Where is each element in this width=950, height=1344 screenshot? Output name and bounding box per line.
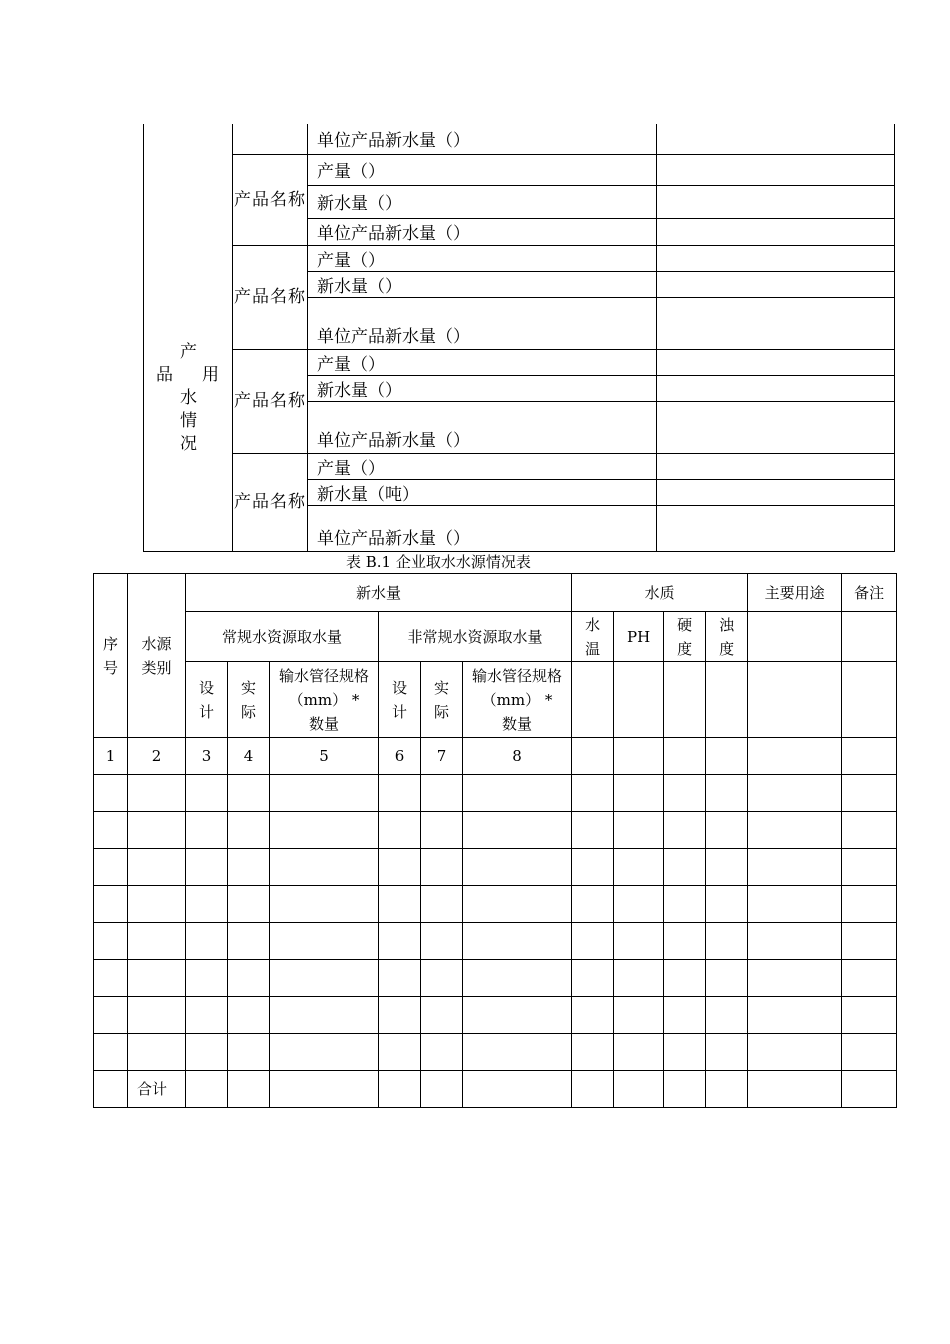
value-cell[interactable] (748, 923, 842, 960)
value-cell[interactable] (664, 775, 706, 812)
value-cell[interactable] (842, 849, 897, 886)
value-cell[interactable] (379, 775, 421, 812)
value-cell[interactable] (379, 812, 421, 849)
value-cell[interactable] (128, 1034, 186, 1071)
value-cell[interactable] (664, 997, 706, 1034)
header-actual: 实际 (421, 662, 463, 738)
value-cell[interactable] (186, 960, 228, 997)
value-cell[interactable] (228, 812, 270, 849)
value-cell[interactable] (706, 849, 748, 886)
row-label-output: 产量（） (308, 453, 657, 479)
value-cell[interactable] (572, 960, 614, 997)
value-cell[interactable] (379, 849, 421, 886)
row-label-output: 产量（） (308, 154, 657, 185)
value-cell[interactable] (664, 960, 706, 997)
side-label-char: 用 (202, 365, 219, 385)
table-row (94, 775, 897, 812)
row-label-unit-new-water: 单位产品新水量（） (308, 124, 657, 154)
value-cell[interactable] (421, 1071, 463, 1108)
value-cell[interactable] (186, 1071, 228, 1108)
value-cell[interactable] (421, 997, 463, 1034)
product-name-label: 产品名称 (233, 349, 308, 453)
value-cell[interactable] (706, 886, 748, 923)
header-pipe-spec: 输水管径规格（mm） * 数量 (463, 662, 572, 738)
value-cell[interactable] (657, 349, 895, 375)
value-cell[interactable] (657, 271, 895, 297)
value-cell[interactable] (421, 812, 463, 849)
value-cell[interactable] (748, 1034, 842, 1071)
value-cell[interactable] (614, 775, 664, 812)
value-cell[interactable] (664, 1034, 706, 1071)
value-cell[interactable] (463, 849, 572, 886)
value-cell[interactable] (748, 775, 842, 812)
value-cell[interactable] (463, 997, 572, 1034)
value-cell[interactable] (421, 775, 463, 812)
value-cell[interactable] (186, 812, 228, 849)
value-cell[interactable] (94, 1071, 128, 1108)
value-cell[interactable] (748, 886, 842, 923)
value-cell[interactable] (128, 812, 186, 849)
value-cell[interactable] (748, 662, 842, 738)
header-design: 设计 (186, 662, 228, 738)
value-cell[interactable] (572, 812, 614, 849)
index-cell: 7 (421, 738, 463, 775)
side-label-char: 产 (180, 342, 197, 362)
value-cell[interactable] (94, 849, 128, 886)
value-cell[interactable] (463, 775, 572, 812)
table-row (94, 1034, 897, 1071)
header-pipe-spec: 输水管径规格（mm） * 数量 (270, 662, 379, 738)
row-label-output: 产量（） (308, 349, 657, 375)
value-cell[interactable] (614, 923, 664, 960)
value-cell[interactable] (228, 960, 270, 997)
value-cell[interactable] (228, 997, 270, 1034)
value-cell[interactable] (748, 738, 842, 775)
value-cell[interactable] (664, 662, 706, 738)
value-cell[interactable] (463, 886, 572, 923)
value-cell[interactable] (664, 812, 706, 849)
index-cell: 6 (379, 738, 421, 775)
value-cell[interactable] (842, 886, 897, 923)
value-cell[interactable] (128, 923, 186, 960)
value-cell[interactable] (748, 1071, 842, 1108)
row-label-unit-new-water: 单位产品新水量（） (308, 297, 657, 349)
header-source-type: 水源类别 (128, 574, 186, 738)
row-label-new-water-ton: 新水量（吨） (308, 479, 657, 505)
value-cell[interactable] (572, 923, 614, 960)
value-cell[interactable] (657, 245, 895, 271)
side-label-char: 水 (180, 388, 197, 408)
row-label-output: 产量（） (308, 245, 657, 271)
value-cell[interactable] (748, 849, 842, 886)
value-cell[interactable] (706, 662, 748, 738)
blank-rows (94, 775, 897, 1071)
index-cell: 5 (270, 738, 379, 775)
header-remarks: 备注 (842, 574, 897, 612)
row-label-unit-new-water: 单位产品新水量（） (308, 505, 657, 551)
value-cell[interactable] (572, 886, 614, 923)
index-cell: 8 (463, 738, 572, 775)
value-cell[interactable] (463, 1034, 572, 1071)
index-cell: 3 (186, 738, 228, 775)
index-cell: 1 (94, 738, 128, 775)
value-cell[interactable] (842, 1071, 897, 1108)
header-main-use: 主要用途 (748, 574, 842, 612)
value-cell[interactable] (614, 1034, 664, 1071)
value-cell[interactable] (421, 960, 463, 997)
value-cell[interactable] (664, 886, 706, 923)
value-cell[interactable] (228, 775, 270, 812)
water-source-table (93, 573, 897, 1108)
header-ph: PH (614, 612, 664, 662)
value-cell[interactable] (463, 812, 572, 849)
value-cell[interactable] (421, 923, 463, 960)
value-cell[interactable] (614, 662, 664, 738)
product-name-label: 产品名称 (233, 245, 308, 349)
value-cell[interactable] (228, 1071, 270, 1108)
value-cell[interactable] (379, 1034, 421, 1071)
product-water-use-side-label (144, 124, 233, 551)
value-cell[interactable] (842, 960, 897, 997)
value-cell[interactable] (270, 997, 379, 1034)
value-cell[interactable] (572, 1071, 614, 1108)
value-cell[interactable] (94, 960, 128, 997)
value-cell[interactable] (94, 997, 128, 1034)
value-cell[interactable] (842, 775, 897, 812)
value-cell[interactable] (842, 1034, 897, 1071)
value-cell[interactable] (186, 997, 228, 1034)
header-new-water: 新水量 (186, 574, 572, 612)
header-water-quality: 水质 (572, 574, 748, 612)
value-cell[interactable] (614, 960, 664, 997)
value-cell[interactable] (748, 960, 842, 997)
value-cell[interactable] (270, 1071, 379, 1108)
value-cell[interactable] (463, 1071, 572, 1108)
value-cell[interactable] (128, 849, 186, 886)
value-cell[interactable] (842, 662, 897, 738)
header-unconventional: 非常规水资源取水量 (379, 612, 572, 662)
header-conventional: 常规水资源取水量 (186, 612, 379, 662)
value-cell[interactable] (379, 997, 421, 1034)
value-cell[interactable] (706, 1034, 748, 1071)
value-cell[interactable] (228, 1034, 270, 1071)
value-cell[interactable] (421, 886, 463, 923)
value-cell[interactable] (228, 886, 270, 923)
value-cell[interactable] (657, 218, 895, 245)
row-label-new-water: 新水量（） (308, 185, 657, 218)
value-cell[interactable] (657, 479, 895, 505)
value-cell[interactable] (572, 997, 614, 1034)
product-name-label: 产品名称 (233, 154, 308, 245)
value-cell[interactable] (657, 401, 895, 453)
header-water-temp: 水温 (572, 612, 614, 662)
value-cell[interactable] (657, 505, 895, 551)
value-cell[interactable] (664, 849, 706, 886)
product-name-cell-empty (233, 124, 308, 154)
value-cell[interactable] (94, 1034, 128, 1071)
value-cell[interactable] (379, 886, 421, 923)
header-turbidity: 浊度 (706, 612, 748, 662)
value-cell[interactable] (842, 612, 897, 662)
value-cell[interactable] (128, 775, 186, 812)
value-cell[interactable] (572, 738, 614, 775)
row-label-new-water: 新水量（） (308, 271, 657, 297)
value-cell[interactable] (572, 775, 614, 812)
table-row (94, 849, 897, 886)
value-cell[interactable] (94, 923, 128, 960)
value-cell[interactable] (706, 997, 748, 1034)
value-cell[interactable] (706, 812, 748, 849)
value-cell[interactable] (664, 923, 706, 960)
value-cell[interactable] (270, 923, 379, 960)
value-cell[interactable] (657, 453, 895, 479)
value-cell[interactable] (128, 997, 186, 1034)
value-cell[interactable] (228, 923, 270, 960)
table-row (94, 960, 897, 997)
value-cell[interactable] (706, 960, 748, 997)
value-cell[interactable] (270, 812, 379, 849)
table-row (94, 923, 897, 960)
value-cell[interactable] (379, 923, 421, 960)
value-cell[interactable] (94, 812, 128, 849)
value-cell[interactable] (572, 849, 614, 886)
value-cell[interactable] (572, 1034, 614, 1071)
value-cell[interactable] (186, 923, 228, 960)
value-cell[interactable] (572, 662, 614, 738)
value-cell[interactable] (270, 849, 379, 886)
value-cell[interactable] (186, 886, 228, 923)
value-cell[interactable] (270, 775, 379, 812)
value-cell[interactable] (614, 738, 664, 775)
value-cell[interactable] (614, 997, 664, 1034)
value-cell[interactable] (748, 612, 842, 662)
row-label-unit-new-water: 单位产品新水量（） (308, 401, 657, 453)
header-hardness: 硬度 (664, 612, 706, 662)
total-row (94, 1071, 897, 1108)
value-cell[interactable] (706, 1071, 748, 1108)
header-design: 设计 (379, 662, 421, 738)
value-cell[interactable] (614, 812, 664, 849)
value-cell[interactable] (748, 997, 842, 1034)
value-cell[interactable] (186, 775, 228, 812)
value-cell[interactable] (270, 886, 379, 923)
value-cell[interactable] (94, 886, 128, 923)
side-label-char: 情 (180, 411, 197, 431)
table-row (94, 812, 897, 849)
row-label-unit-new-water: 单位产品新水量（） (308, 218, 657, 245)
value-cell[interactable] (657, 185, 895, 218)
value-cell[interactable] (228, 849, 270, 886)
value-cell[interactable] (657, 375, 895, 401)
value-cell[interactable] (614, 849, 664, 886)
value-cell[interactable] (614, 1071, 664, 1108)
index-cell: 2 (128, 738, 186, 775)
value-cell[interactable] (463, 923, 572, 960)
total-label: 合计 (128, 1071, 186, 1108)
row-label-new-water: 新水量（） (308, 375, 657, 401)
product-name-label: 产品名称 (233, 453, 308, 551)
value-cell[interactable] (842, 923, 897, 960)
value-cell[interactable] (463, 960, 572, 997)
value-cell[interactable] (270, 960, 379, 997)
table-row (94, 997, 897, 1034)
side-label-char: 况 (180, 434, 197, 454)
value-cell[interactable] (379, 1071, 421, 1108)
value-cell[interactable] (706, 738, 748, 775)
value-cell[interactable] (379, 960, 421, 997)
header-actual: 实际 (228, 662, 270, 738)
value-cell[interactable] (270, 1034, 379, 1071)
value-cell[interactable] (128, 886, 186, 923)
value-cell[interactable] (842, 738, 897, 775)
value-cell[interactable] (706, 923, 748, 960)
value-cell[interactable] (657, 124, 895, 154)
index-cell: 4 (228, 738, 270, 775)
table-row (94, 886, 897, 923)
value-cell[interactable] (421, 1034, 463, 1071)
side-label-char: 品 (156, 365, 173, 385)
header-seq: 序号 (94, 574, 128, 738)
value-cell[interactable] (748, 812, 842, 849)
value-cell[interactable] (128, 960, 186, 997)
value-cell[interactable] (657, 154, 895, 185)
value-cell[interactable] (614, 886, 664, 923)
value-cell[interactable] (706, 775, 748, 812)
product-water-use-table (143, 124, 895, 552)
value-cell[interactable] (842, 812, 897, 849)
value-cell[interactable] (664, 1071, 706, 1108)
value-cell[interactable] (94, 775, 128, 812)
value-cell[interactable] (664, 738, 706, 775)
value-cell[interactable] (186, 1034, 228, 1071)
value-cell[interactable] (842, 997, 897, 1034)
value-cell[interactable] (421, 849, 463, 886)
value-cell[interactable] (186, 849, 228, 886)
table-caption: 表 B.1 企业取水水源情况表 (346, 553, 531, 571)
value-cell[interactable] (657, 297, 895, 349)
